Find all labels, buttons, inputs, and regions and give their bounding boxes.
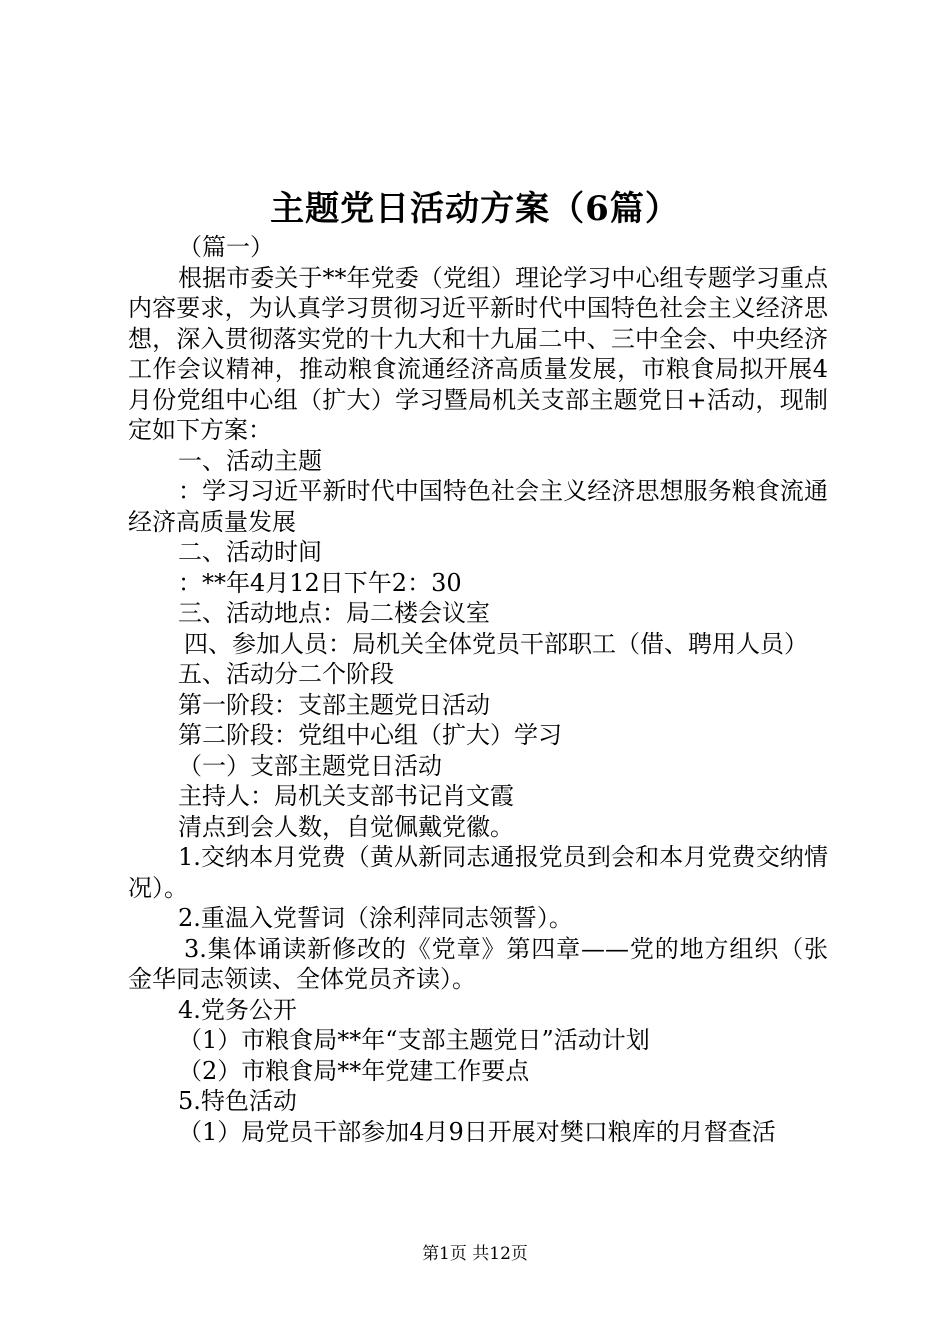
page-footer: 第1页 共12页: [422, 1244, 528, 1264]
item-3: 3.集体诵读新修改的《党章》第四章——党的地方组织（张金华同志领读、全体党员齐读）。: [128, 934, 828, 993]
heading-theme: 一、活动主题: [178, 446, 322, 475]
intro-paragraph: 根据市委关于**年党委（党组）理论学习中心组专题学习重点内容要求，为认真学习贯彻习近平新时代中国特色社会主义经济思想，深入贯彻落实党的十九大和十九届二中、三中全会、中央经济工作会议精神，推动粮食流通经济高质量发展，市粮食局拟开展4月份党组中心组（扩大）学习暨局机关支部主题党日+活动，现制定如下方案：: [128, 263, 828, 444]
heading-time: 二、活动时间: [178, 538, 322, 566]
stage-one: 第一阶段：支部主题党日活动: [178, 690, 490, 719]
heading-stages: 五、活动分二个阶段: [178, 660, 394, 688]
section-label: （篇一）: [178, 233, 274, 261]
attendance-line: 清点到会人数，自觉佩戴党徽。: [178, 812, 514, 841]
stage-two: 第二阶段：党组中心组（扩大）学习: [178, 721, 562, 749]
item-5: 5.特色活动: [178, 1087, 297, 1115]
participants-line: 四、参加人员：局机关全体党员干部职工（借、聘用人员）: [184, 629, 808, 658]
item-4: 4.党务公开: [178, 995, 297, 1024]
location-line: 三、活动地点：局二楼会议室: [178, 599, 490, 627]
document-title: 主题党日活动方案（6篇）: [270, 189, 680, 229]
subheading-party-day: （一）支部主题党日活动: [178, 751, 442, 780]
item-4-2: （2）市粮食局**年党建工作要点: [178, 1056, 530, 1085]
time-content: ：**年4月12日下午2：30: [178, 568, 462, 597]
document-body: [128, 232, 828, 1147]
theme-content: ：学习习近平新时代中国特色社会主义经济思想服务粮食流通经济高质量发展: [128, 477, 828, 536]
host-line: 主持人：局机关支部书记肖文霞: [178, 782, 514, 810]
item-2: 2.重温入党誓词（涂利萍同志领誓）。: [178, 904, 573, 932]
item-4-1: （1）市粮食局**年“支部主题党日”活动计划: [178, 1026, 650, 1054]
item-1: 1.交纳本月党费（黄从新同志通报党员到会和本月党费交纳情况）。: [128, 843, 828, 902]
item-5-1: （1）局党员干部参加4月9日开展对樊口粮库的月督查活: [178, 1117, 776, 1146]
